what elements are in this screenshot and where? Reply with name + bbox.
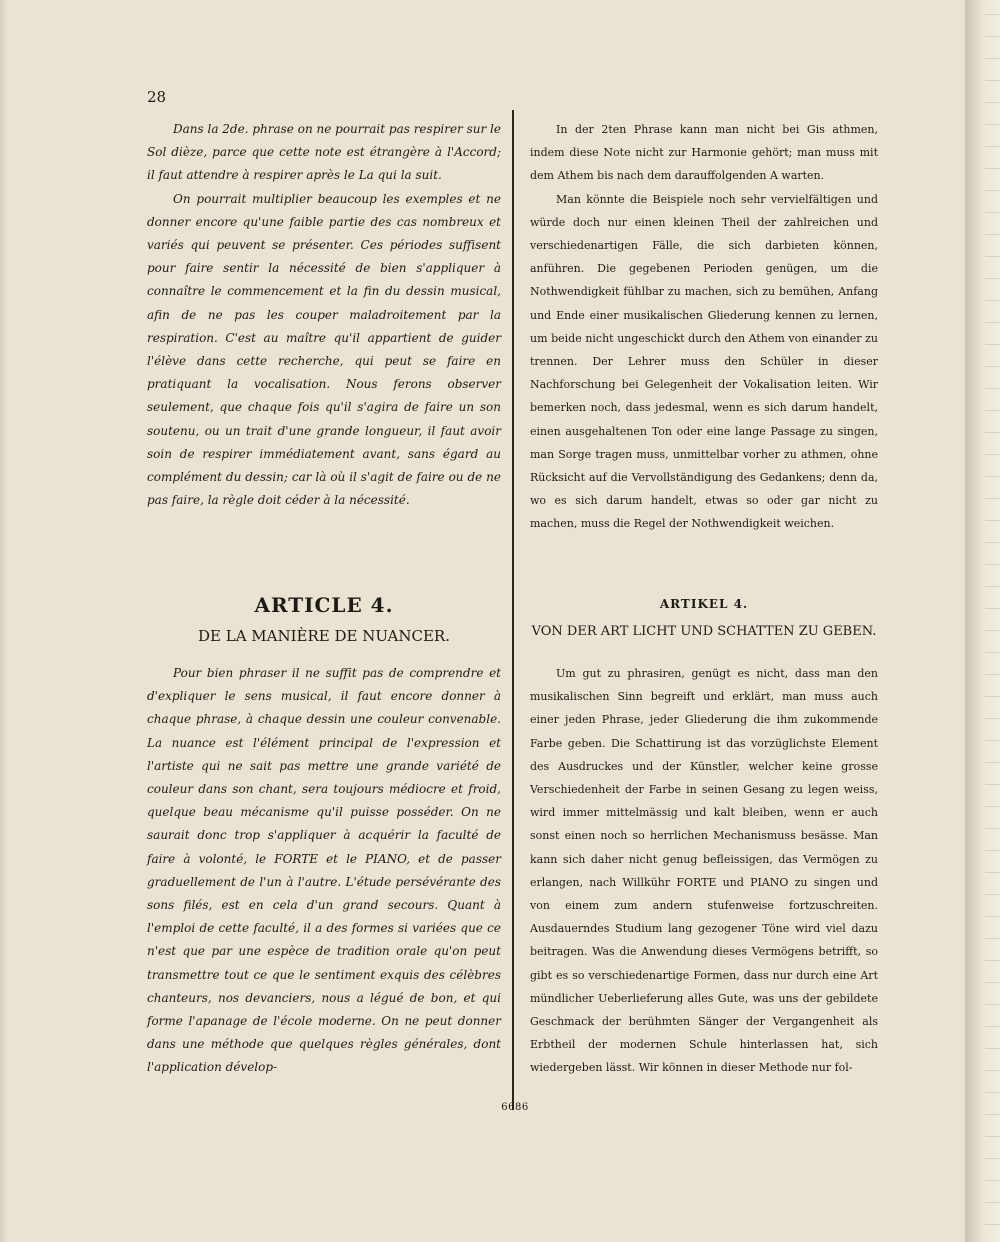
- page-number: 28: [147, 88, 167, 106]
- french-column-lower: [147, 662, 501, 1080]
- french-paragraph-1: Dans la 2de. phrase on ne pourrait pas respirer sur le Sol dièze, parce que cette note est étrangère à l'Accord; il faut attendre à respirer après le La qui la suit.: [147, 122, 501, 183]
- french-paragraph-2: On pourrait multiplier beaucoup les exemples et ne donner encore qu'une faible partie des cas nombreux et variés qui peuvent se présenter. Ces périodes suffisent pour faire sentir la nécessité de bien s'appliquer à connaître le commencement et la fin du dessin musical, afin de ne pas les couper maladroitement par la respiration. C'est au maître qu'il appartient de guider l'élève dans cette recherche, qui peut se faire en pratiquant la vocalisation. Nous ferons observer seulement, que chaque fois qu'il s'agira de faire un son soutenu, ou un trait d'une grande longueur, il faut avoir soin de respirer immédiatement avant, sans égard au complément du dessin; car là où il s'agit de faire ou de ne pas faire, la règle doit céder à la nécessité.: [147, 191, 501, 508]
- german-paragraph-1: In der 2ten Phrase kann man nicht bei Gis athmen, indem diese Note nicht zur Harmonie gehört; man muss mit dem Athem bis nach dem darauffolgenden A warten.: [530, 123, 878, 183]
- german-column-lower: [530, 662, 878, 1080]
- page-gutter-shadow: [0, 0, 8, 1242]
- next-page-edge-text: [985, 0, 1000, 1242]
- french-paragraph-3: Pour bien phraser il ne suffit pas de comprendre et d'expliquer le sens musical, il faut encore donner à chaque phrase, à chaque dessin une couleur convenable. La nuance est l'élément principal de l'expression et l'artiste qui ne sait pas mettre une grande variété de couleur dans son chant, sera toujours médiocre et froid, quelque beau mécanisme qu'il puisse posséder. On ne saurait donc trop s'appliquer à acquérir la faculté de faire à volonté, le FORTE et le PIANO, et de passer graduellement de l'un à l'autre. L'étude persévérante des sons filés, est en cela d'un grand secours. Quant à l'emploi de cette faculté, il a des formes si variées que ce n'est que par une espèce de tradition orale qu'on peut transmettre tout ce que le sentiment exquis des célèbres chanteurs, nos devanciers, nous a légué de bon, et qui forme l'apanage de l'école moderne. On ne peut donner dans une méthode que quelques règles générales, dont l'application dévelop-: [147, 666, 501, 1075]
- german-article-heading: ARTIKEL 4.: [659, 597, 749, 611]
- column-divider: [512, 110, 514, 1110]
- german-paragraph-3: Um gut zu phrasiren, genügt es nicht, dass man den musikalischen Sinn begreift und erklärt, man muss auch einer jeden Phrase, jeder Gliederung die ihm zukommende Farbe geben. Die Schattirung ist das vorzüglichste Element des Ausdruckes und der Künstler, welcher keine grosse Verschiedenheit der Farbe in seinen Gesang zu legen weiss, wird immer mittelmässig und kalt bleiben, wenn er auch sonst einen noch so herrlichen Mechanismuss besässe. Man kann sich daher nicht genug befleissigen, das Vermögen zu erlangen, nach Willkühr FORTE und PIANO zu singen und von einem zum andern stufenweise fortzuschreiten. Ausdauerndes Studium lang gezogener Töne wird viel dazu beitragen. Was die Anwendung dieses Vermögens betrifft, so gibt es so verschiedenartige Formen, dass nur durch eine Art mündlicher Ueberlieferung alles Gute, was uns der gebildete Geschmack der berühmten Sänger der Vergangenheit als Erbtheil der modernen Schule hinterlassen hat, sich wiedergeben lässt. Wir können in dieser Methode nur fol-: [530, 667, 878, 1075]
- german-column: [530, 118, 878, 536]
- french-column: [147, 118, 501, 512]
- french-article-heading: ARTICLE 4.: [254, 593, 394, 617]
- plate-number: 6686: [501, 1102, 529, 1113]
- german-paragraph-2: Man könnte die Beispiele noch sehr vervielfältigen und würde doch nur einen kleinen Theil der zahlreichen und verschiedenartigen Fälle, die sich darbieten können, anführen. Die gegebenen Perioden genügen, um die Nothwendigkeit fühlbar zu machen, sich zu bemühen, Anfang und Ende einer musikalischen Gliederung kennen zu lernen, um beide nicht ungeschickt durch den Athem von einander zu trennen. Der Lehrer muss den Schüler in dieser Nachforschung bei Gelegenheit der Vokalisation leiten. Wir bemerken noch, dass jedesmal, wenn es sich darum handelt, einen ausgehaltenen Ton oder eine lange Passage zu singen, man Sorge tragen muss, unmittelbar vorher zu athmen, ohne Rücksicht auf die Vervollständigung des Gedankens; denn da, wo es sich darum handelt, etwas so oder gar nicht zu machen, muss die Regel der Nothwendigkeit weichen.: [530, 192, 878, 531]
- french-article-subheading: DE LA MANIÈRE DE NUANCER.: [197, 627, 450, 645]
- german-article-subheading: VON DER ART LICHT UND SCHATTEN ZU GEBEN.: [531, 624, 877, 639]
